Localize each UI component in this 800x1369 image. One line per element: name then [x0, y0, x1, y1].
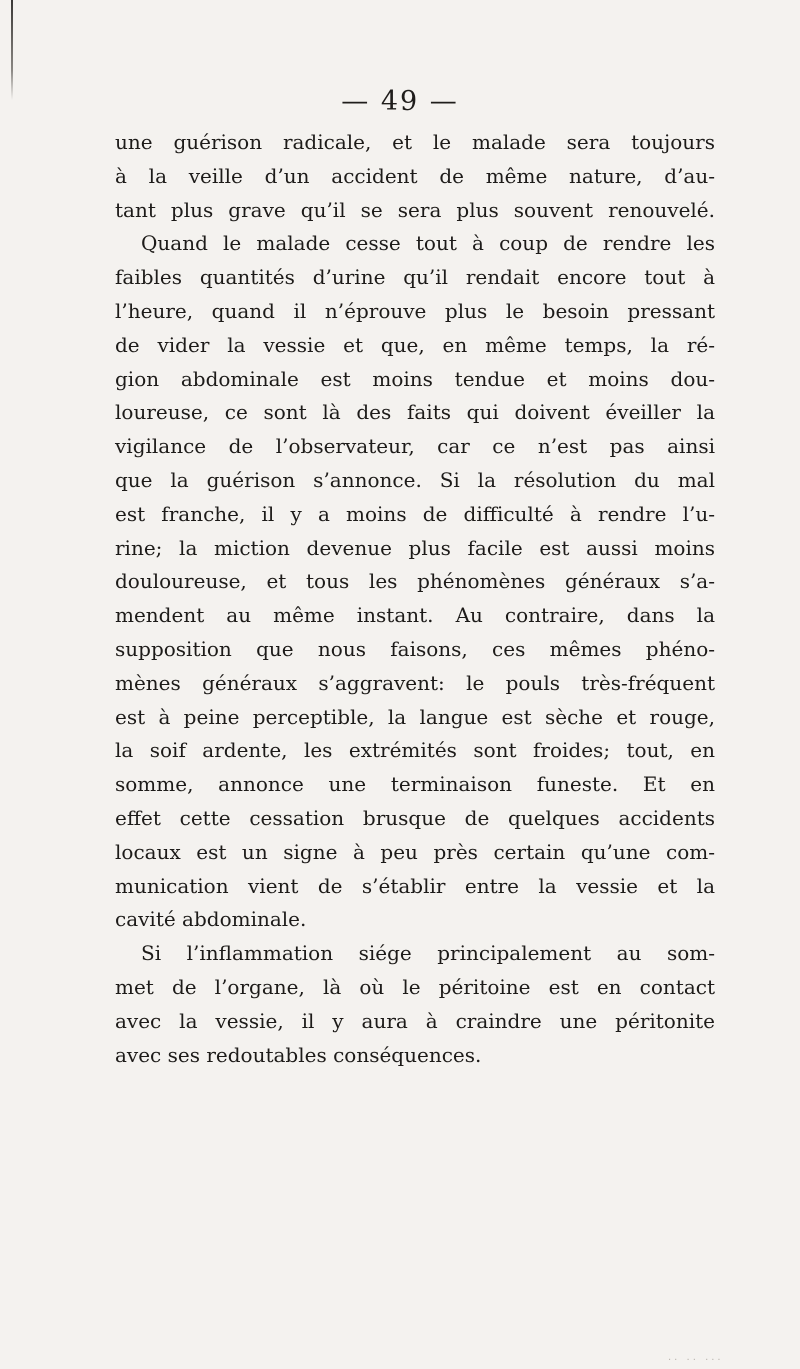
text-line: gion abdominale est moins tendue et moins dou- [115, 366, 715, 391]
text-line: effet cette cessation brusque de quelques accidents [115, 805, 715, 830]
text-line: avec ses redoutables conséquences. [115, 1042, 482, 1067]
text-line: mènes généraux s’aggravent: le pouls très-fréquent [115, 670, 715, 695]
text-line: que la guérison s’annonce. Si la résolution du mal [115, 467, 715, 492]
text-line: loureuse, ce sont là des faits qui doivent éveiller la [115, 400, 715, 425]
text-line: Si l’inflammation siége principalement au som- [141, 941, 715, 966]
text-line: l’heure, quand il n’éprouve plus le besoin pressant [115, 298, 715, 323]
text-line: douloureuse, et tous les phénomènes généraux s’a- [115, 569, 715, 594]
text-line: mendent au même instant. Au contraire, dans la [115, 603, 715, 628]
text-line: vigilance de l’observateur, car ce n’est pas ainsi [115, 434, 715, 459]
text-line: est franche, il y a moins de difficulté à rendre l’u- [115, 501, 715, 526]
page-number: — 49 — [341, 86, 459, 117]
text-line: tant plus grave qu’il se sera plus souvent renouvelé. [115, 197, 715, 222]
text-line: somme, annonce une terminaison funeste. Et en [115, 772, 715, 797]
text-line: locaux est un signe à peu près certain qu’une com- [115, 839, 715, 864]
text-line: cavité abdominale. [115, 907, 307, 932]
text-line: supposition que nous faisons, ces mêmes phéno- [115, 636, 715, 661]
text-line: munication vient de s’établir entre la vessie et la [115, 873, 715, 898]
text-line: une guérison radicale, et le malade sera toujours [115, 130, 715, 154]
text-line: rine; la miction devenue plus facile est aussi moins [115, 535, 715, 560]
text-line: avec la vessie, il y aura à craindre une péritonite [115, 1008, 715, 1033]
print-smudge: ·· ·· ··· [668, 1355, 724, 1366]
text-line: la soif ardente, les extrémités sont froides; tout, en [115, 738, 715, 763]
text-line: faibles quantités d’urine qu’il rendait encore tout à [115, 265, 715, 290]
text-line: Quand le malade cesse tout à coup de rendre les [141, 231, 715, 256]
text-line: met de l’organe, là où le péritoine est en contact [115, 974, 715, 999]
binding-edge-line [11, 0, 13, 100]
body-text [115, 126, 715, 1072]
text-line: de vider la vessie et que, en même temps, la ré- [115, 332, 715, 357]
text-line: à la veille d’un accident de même nature, d’au- [115, 163, 715, 188]
text-line: est à peine perceptible, la langue est sèche et rouge, [115, 704, 715, 729]
